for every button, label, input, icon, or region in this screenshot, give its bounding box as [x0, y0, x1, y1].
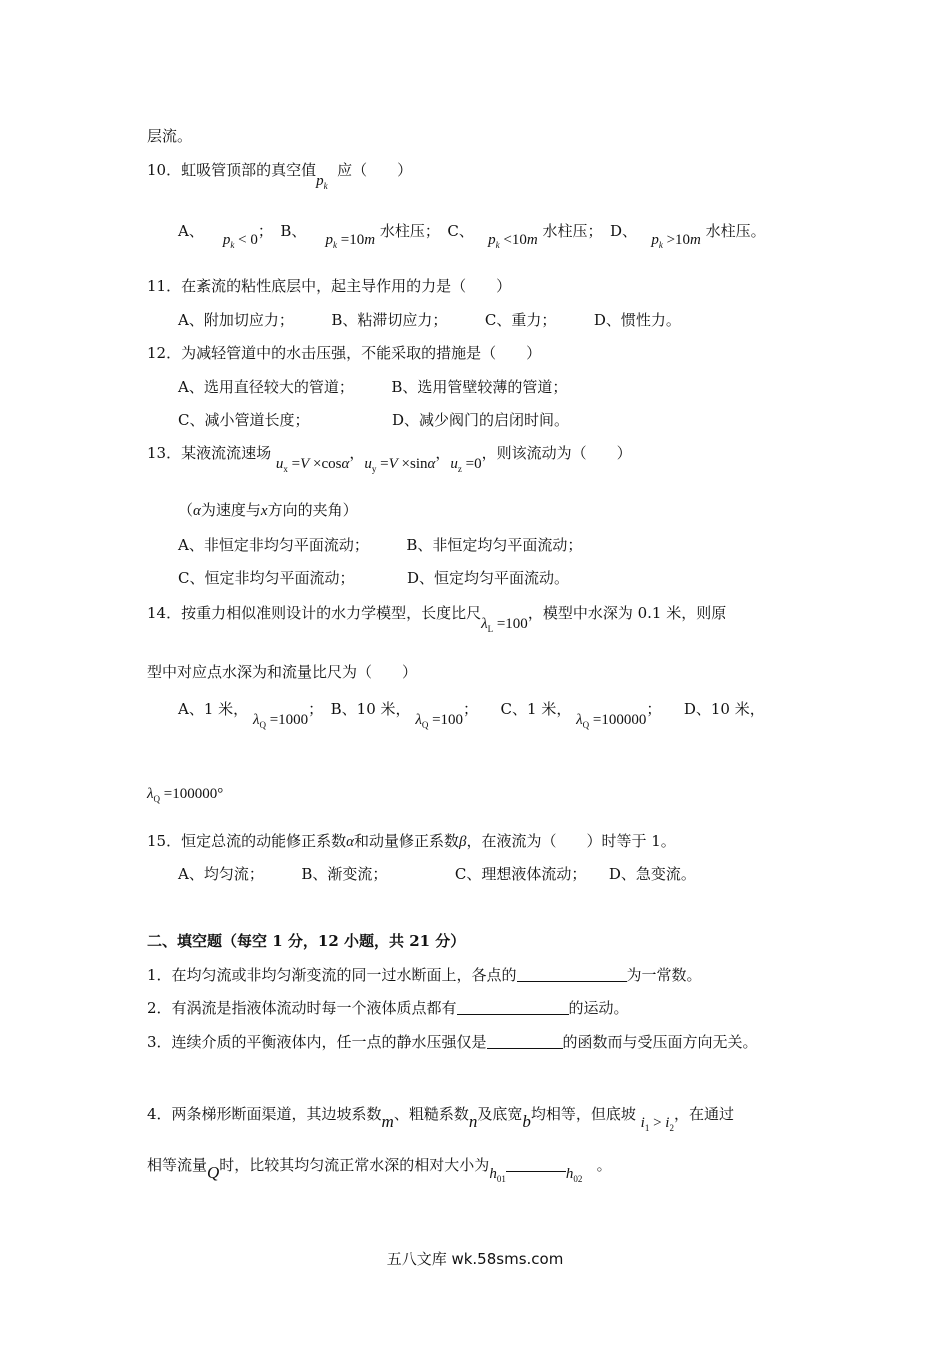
fill-question-1: 1．在均匀流或非均匀渐变流的同一过水断面上，各点的 为一常数。 — [147, 966, 702, 984]
question-14-option-d-value: $\lambda_Q =100000^\circ$ — [147, 786, 224, 804]
fill-question-4-line2: 相等流量Q时，比较其均匀流正常水深的相对大小为$h_{01}$ $h_{02}$ 。 — [147, 1156, 612, 1184]
question-12-options-cd: C、减小管道长度； D、减少阀门的启闭时间。 — [178, 411, 570, 429]
answer-blank — [457, 1000, 569, 1015]
fill-question-4: 4．两条梯形断面渠道，其边坡系数m、粗糙系数n及底宽b均相等，但底坡 $i_1 > i_2$，在通过 — [147, 1105, 734, 1133]
question-15-options: A、均匀流； B、渐变流； C、理想液体流动； D、急变流。 — [178, 865, 696, 883]
question-15: 15．恒定总流的动能修正系数α和动量修正系数β，在液流为（ ）时等于 1。 — [147, 832, 676, 850]
fill-question-3: 3．连续介质的平衡液体内，任一点的静水压强仅是 的函数而与受压面方向无关。 — [147, 1033, 758, 1051]
question-12: 12．为减轻管道中的水击压强，不能采取的措施是（ ） — [147, 344, 542, 362]
question-11: 11．在紊流的粘性底层中，起主导作用的力是（ ） — [147, 277, 512, 295]
answer-blank — [487, 1034, 563, 1049]
question-14: 14．按重力相似准则设计的水力学模型，长度比尺$\lambda_L =100$，模型中水深为 0.1 米，则原 — [147, 604, 727, 634]
fill-question-2: 2．有涡流是指液体流动时每一个液体质点都有 的运动。 — [147, 999, 629, 1017]
text-line: 层流。 — [147, 127, 193, 145]
question-12-options-ab: A、选用直径较大的管道； B、选用管壁较薄的管道； — [178, 378, 568, 396]
question-13: 13．某液流流速场 $u_x =V \times\cos\alpha$，$u_y =V \times\sin\alpha$，$u_z =0$，则该流动为（ ） — [147, 444, 632, 474]
question-11-options: A、附加切应力； B、粘滞切应力； C、重力； D、惯性力。 — [178, 311, 681, 329]
question-10: 10．虹吸管顶部的真空值$p_k$ 应（ ） — [147, 161, 413, 191]
question-13-note: （α为速度与x方向的夹角） — [178, 501, 358, 519]
section-title: 二、填空题（每空 1 分，12 小题，共 21 分） — [147, 932, 466, 950]
question-13-options-cd: C、恒定非均匀平面流动； D、恒定均匀平面流动。 — [178, 569, 570, 587]
question-10-options: A、 $p_k < 0$； B、 $p_k =10m$ 水柱压； C、 $p_k <10m$ 水柱压； D、 $p_k >10m$ 水柱压。 — [178, 222, 766, 250]
answer-blank — [517, 967, 627, 982]
answer-blank — [506, 1157, 566, 1172]
question-14-options: A、1 米， $\lambda_Q =1000$； B、10 米， $\lambda_Q =100$； C、1 米， $\lambda_Q =100000$； D、10 米， — [178, 700, 765, 730]
question-14-line2: 型中对应点水深为和流量比尺为（ ） — [147, 663, 418, 681]
question-13-options-ab: A、非恒定非均匀平面流动； B、非恒定均匀平面流动； — [178, 536, 583, 554]
page-footer: 五八文库 wk.58sms.com — [386, 1250, 564, 1268]
